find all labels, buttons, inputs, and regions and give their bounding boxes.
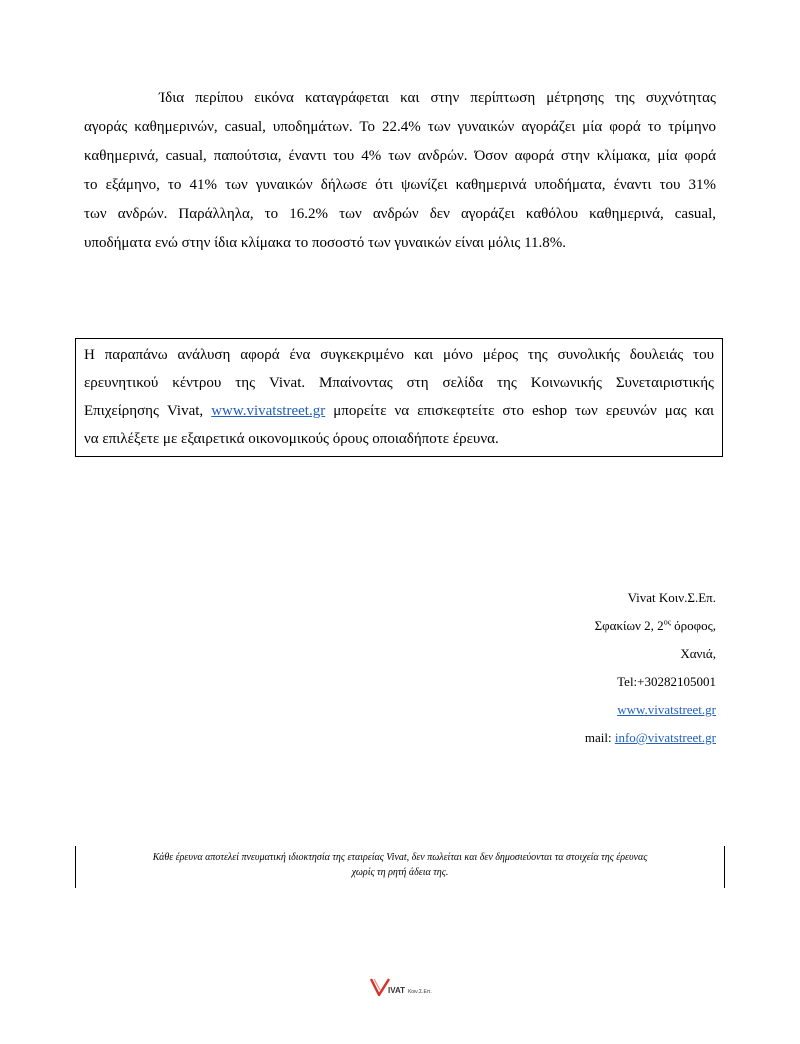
vivat-logo (370, 976, 446, 1000)
website-link[interactable]: www.vivatstreet.gr (211, 403, 326, 419)
paragraph-line: καθημερινά, casual, παπούτσια, έναντι του 4% των ανδρών. Όσον αφορά στην κλίμακα, μία φορά (84, 148, 716, 164)
mail-row (585, 724, 716, 752)
logo-text: IVAT (388, 986, 406, 995)
paragraph-line: το εξάμηνο, το 41% των γυναικών δήλωσε ότι ψωνίζει καθημερινά υποδήματα, έναντι του 31% (84, 177, 716, 193)
company-name: Vivat Κοιν.Σ.Επ. (627, 590, 716, 605)
copyright-line: Κάθε έρευνα αποτελεί πνευματική ιδιοκτησία της εταιρείας Vivat, δεν πωλείται και δεν δημοσιεύονται τα στοιχεία της έρευνας (152, 852, 648, 863)
address-text: Σφακίων 2, 2 (594, 618, 664, 633)
paragraph-line: των ανδρών. Παράλληλα, το 16.2% των ανδρών δεν αγοράζει καθόλου καθημερινά, casual, (84, 206, 716, 222)
logo-subtext: Κοιν.Σ.Επ. (408, 989, 432, 995)
copyright-line: χωρίς τη ρητή άδεια της. (351, 867, 449, 878)
telephone: Tel:+30282105001 (617, 674, 716, 689)
contact-website-link[interactable]: www.vivatstreet.gr (617, 702, 716, 717)
paragraph-line: υποδήματα ενώ στην ίδια κλίμακα το ποσοστό των γυναικών είναι μόλις 11.8%. (84, 235, 567, 251)
notice-line: ερευνητικού κέντρου της Vivat. Μπαίνοντας στη σελίδα της Κοινωνικής Συνεταιριστικής (84, 375, 714, 391)
copyright-notice (75, 846, 725, 888)
mail-label: mail: (584, 730, 615, 745)
notice-text: Επιχείρησης Vivat, (84, 403, 212, 419)
notice-line: Η παραπάνω ανάλυση αφορά ένα συγκεκριμένο και μόνο μέρος της συνολικής δουλειάς του (84, 347, 714, 363)
website-row (585, 696, 716, 724)
notice-box (75, 338, 723, 457)
address-superscript: ος (663, 617, 671, 627)
city: Χανιά, (680, 646, 716, 661)
notice-text: μπορείτε να επισκεφτείτε στο eshop των ερευνών μας και (325, 403, 714, 419)
body-paragraph (84, 84, 716, 258)
mail-link[interactable]: info@vivatstreet.gr (614, 730, 716, 745)
address (585, 612, 716, 640)
paragraph-line: αγοράς καθημερινών, casual, υποδημάτων. Το 22.4% των γυναικών αγοράζει μία φορά το τρίμηνο (84, 119, 716, 135)
vivat-logo-icon (370, 976, 446, 1000)
notice-line: να επιλέξετε με εξαιρετικά οικονομικούς όρους οποιαδήποτε έρευνα. (84, 431, 499, 447)
paragraph-line: Ίδια περίπου εικόνα καταγράφεται και στην περίπτωση μέτρησης της συχνότητας (159, 90, 716, 106)
notice-line (84, 397, 714, 425)
contact-block (585, 584, 716, 752)
address-text: όροφος, (670, 618, 716, 633)
